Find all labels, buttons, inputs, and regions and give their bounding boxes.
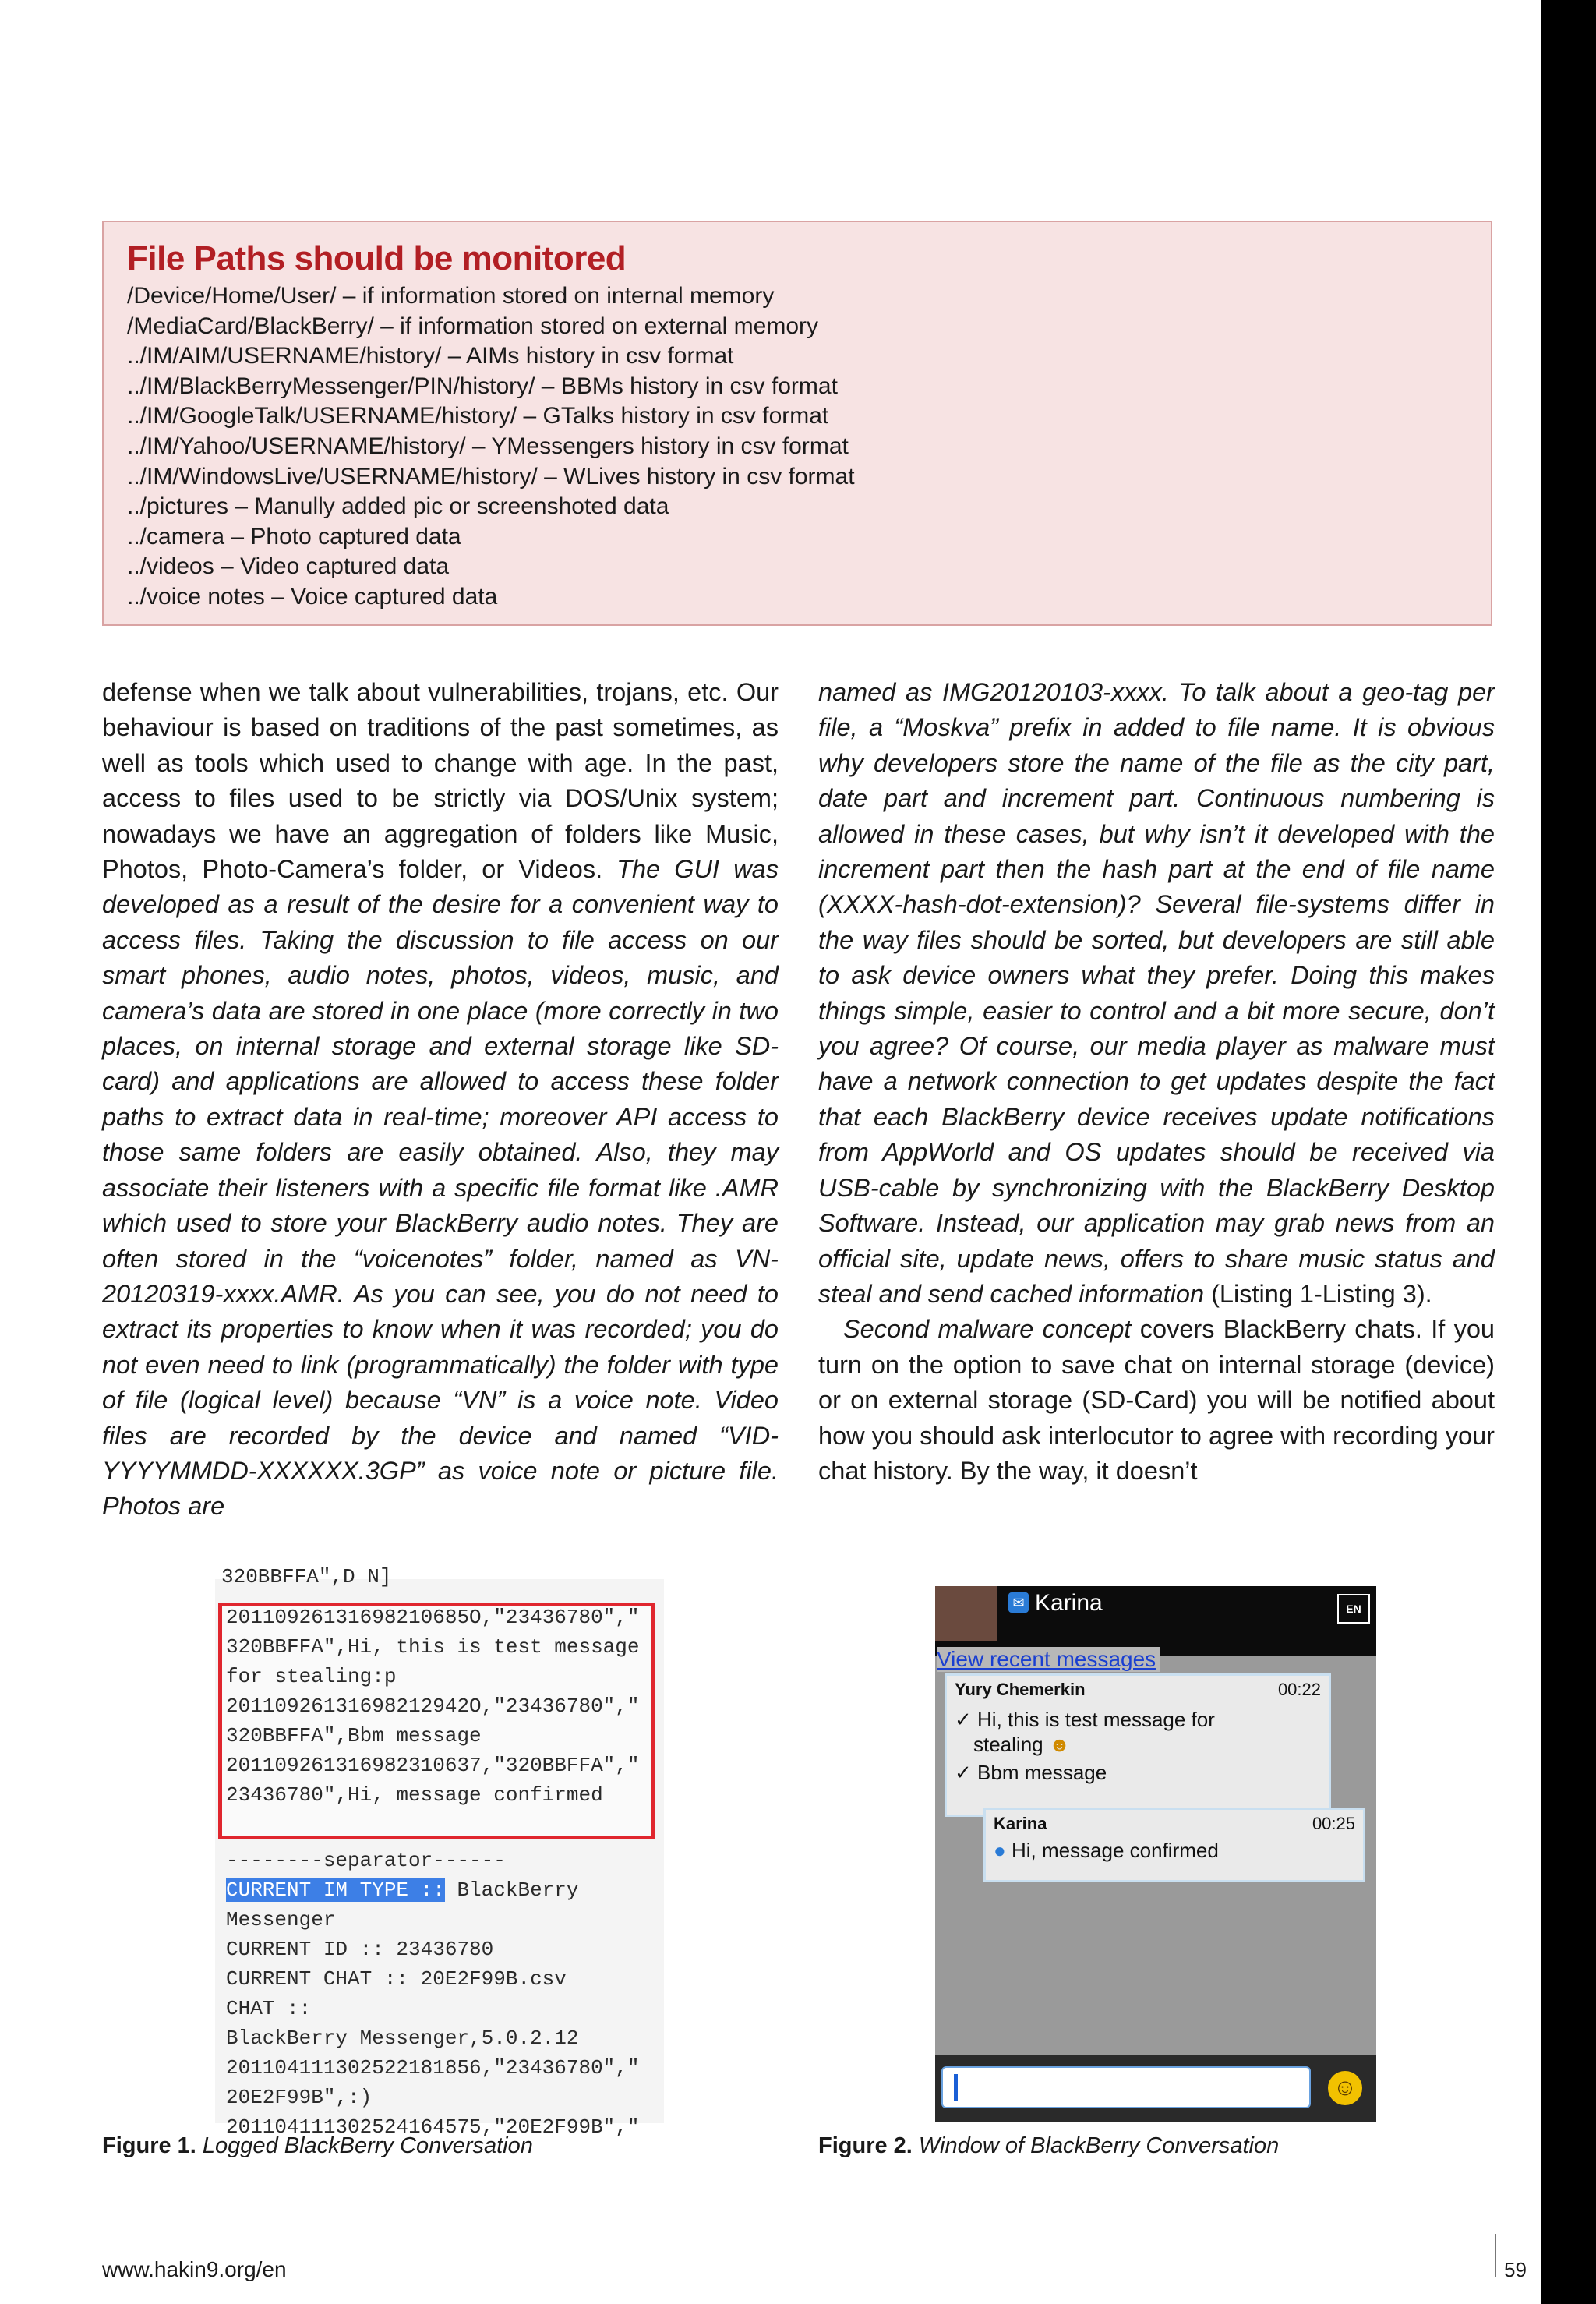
message-line bbox=[955, 1707, 1215, 1732]
log-line: 320BBFFA",Bbm message bbox=[226, 1724, 482, 1747]
message-text: stealing bbox=[973, 1733, 1043, 1756]
file-paths-sidebar bbox=[102, 221, 1492, 626]
message-dot-icon: ● bbox=[994, 1839, 1012, 1862]
caption-label: Figure 1. bbox=[102, 2133, 196, 2158]
sidebar-line: ../videos – Video captured data bbox=[127, 553, 450, 580]
sidebar-line: /Device/Home/User/ – if information stored on internal memory bbox=[127, 283, 775, 309]
language-badge[interactable]: EN bbox=[1337, 1594, 1370, 1624]
sidebar-line: ../IM/GoogleTalk/USERNAME/history/ – GTalks history in csv format bbox=[127, 403, 829, 429]
log-line: for stealing:p bbox=[226, 1665, 397, 1688]
sidebar-line: ../IM/AIM/USERNAME/history/ – AIMs history in csv format bbox=[127, 343, 734, 369]
message-bubble bbox=[945, 1673, 1331, 1817]
body-text: defense when we talk about vulnerabilities, trojans, etc. Our behaviour is based on traditions of the past sometimes, as well as tools which used to change with age. In the past, access to files used to be strictly via DOS/Unix system; nowadays we have an aggregation of folders like Music, Photos, Photo-Camera’s folder, or Videos. bbox=[102, 678, 779, 884]
log-text: BlackBerry bbox=[444, 1878, 579, 1902]
log-line: 20110926131698212942O,"23436780"," bbox=[226, 1694, 640, 1718]
message-time: 00:22 bbox=[1277, 1680, 1321, 1699]
text-cursor bbox=[954, 2074, 958, 2101]
body-text-italic: The GUI was developed as a result of the desire for a convenient way to access files. Taking the discussion to file access on our smart phones, audio notes, photos, videos, music, and camera’s data are stored in one place (more correctly in two places, on internal storage and external storage like SD-card) and applications are allowed to access these folder paths to extract data in real-time; moreover API access to those same folders are easily obtained. Also, they may associate their listeners with a specific file format like .AMR which used to store your BlackBerry audio notes. They are often stored in the “voicenotes” folder, named as VN-20120319-xxxx.AMR. As you can see, you do not need to extract its properties to know when it was recorded; you do not even need to link (programmatically) the folder with type of file (logical level) because “VN” is a voice note. Video files are recorded by the device and named “VID-YYYYMMDD-XXXXXX.3GP” as voice note or picture file. Photos are bbox=[102, 855, 779, 1521]
contact-name: Karina bbox=[1035, 1590, 1103, 1616]
bbm-title-bar bbox=[935, 1586, 1376, 1656]
body-text: covers BlackBerry chats. If you turn on the option to save chat on internal storage (device) or on external storage (SD-Card) you will be notified about how you should ask interlocutor to agree with recording your chat history. By the way, it doesn’t bbox=[818, 1315, 1495, 1485]
sidebar-title: File Paths should be monitored bbox=[127, 239, 627, 277]
body-paragraph bbox=[818, 1312, 1495, 1489]
message-check-icon: ✓ bbox=[955, 1761, 978, 1784]
log-line: 201109261316982310637,"320BBFFA"," bbox=[226, 1754, 640, 1777]
log-line bbox=[226, 1875, 579, 1905]
log-line: 201104111302522181856,"23436780"," bbox=[226, 2056, 640, 2080]
body-text: (Listing 1-Listing 3). bbox=[1204, 1279, 1432, 1308]
body-column-right bbox=[818, 675, 1495, 1489]
log-highlight: CURRENT IM TYPE :: bbox=[226, 1878, 445, 1902]
sidebar-line: /MediaCard/BlackBerry/ – if information stored on external memory bbox=[127, 313, 819, 339]
log-line: 20E2F99B",:) bbox=[226, 2086, 373, 2109]
figure-2-bbm-screenshot bbox=[935, 1586, 1376, 2122]
log-line: CURRENT CHAT :: 20E2F99B.csv bbox=[226, 1967, 567, 1991]
figure-2-caption bbox=[818, 2130, 1279, 2161]
body-column-left bbox=[102, 675, 779, 1525]
message-check-icon: ✓ bbox=[955, 1708, 978, 1731]
page-edge-bar bbox=[1541, 0, 1596, 2304]
log-line: 320BBFFA",Hi, this is test message bbox=[226, 1635, 640, 1659]
message-time: 00:25 bbox=[1312, 1814, 1355, 1833]
compose-bar bbox=[935, 2055, 1376, 2122]
caption-text: Logged BlackBerry Conversation bbox=[202, 2133, 533, 2158]
footer-url: www.hakin9.org/en bbox=[102, 2257, 287, 2281]
emoticon-button[interactable]: ☺ bbox=[1328, 2071, 1362, 2105]
log-line: 23436780",Hi, message confirmed bbox=[226, 1783, 603, 1807]
caption-label: Figure 2. bbox=[818, 2133, 913, 2158]
bbm-icon: ✉ bbox=[1008, 1592, 1029, 1613]
body-paragraph bbox=[102, 675, 779, 1525]
log-line: CHAT :: bbox=[226, 1997, 312, 2020]
body-paragraph bbox=[818, 675, 1495, 1312]
message-line bbox=[973, 1732, 1070, 1757]
log-separator: --------separator------ bbox=[226, 1849, 506, 1872]
page-number: 59 bbox=[1504, 2258, 1527, 2281]
message-bubble bbox=[983, 1808, 1365, 1882]
message-line bbox=[994, 1838, 1219, 1863]
message-line bbox=[955, 1760, 1107, 1785]
body-text-italic: Second malware concept bbox=[843, 1315, 1132, 1344]
log-line: Messenger bbox=[226, 1908, 336, 1931]
message-text: Hi, message confirmed bbox=[1011, 1839, 1219, 1862]
caption-text: Window of BlackBerry Conversation bbox=[918, 2133, 1280, 2158]
log-line: BlackBerry Messenger,5.0.2.12 bbox=[226, 2027, 579, 2050]
emoticon-icon: ☻ bbox=[1043, 1733, 1071, 1756]
footer-divider bbox=[1495, 2234, 1496, 2277]
contact-avatar bbox=[935, 1586, 998, 1641]
message-text: Bbm message bbox=[977, 1761, 1107, 1784]
sidebar-line: ../voice notes – Voice captured data bbox=[127, 583, 498, 610]
log-line: 320BBFFA",D N] bbox=[221, 1565, 392, 1588]
message-sender: Yury Chemerkin bbox=[955, 1680, 1086, 1699]
log-line: 20110926131698210685O,"23436780"," bbox=[226, 1606, 640, 1629]
message-text: Hi, this is test message for bbox=[977, 1708, 1215, 1731]
sidebar-line: ../IM/WindowsLive/USERNAME/history/ – WLives history in csv format bbox=[127, 463, 855, 489]
sidebar-line: ../camera – Photo captured data bbox=[127, 523, 461, 549]
sidebar-line: ../IM/BlackBerryMessenger/PIN/history/ – BBMs history in csv format bbox=[127, 373, 838, 399]
sidebar-line: ../pictures – Manully added pic or screenshoted data bbox=[127, 493, 669, 520]
sidebar-line: ../IM/Yahoo/USERNAME/history/ – YMessengers history in csv format bbox=[127, 433, 849, 459]
log-line: CURRENT ID :: 23436780 bbox=[226, 1938, 494, 1961]
message-input[interactable] bbox=[941, 2066, 1311, 2108]
view-recent-messages-link[interactable]: View recent messages bbox=[937, 1647, 1160, 1672]
figure-1-log-screenshot bbox=[215, 1565, 664, 2139]
message-sender: Karina bbox=[994, 1814, 1047, 1833]
figure-1-caption bbox=[102, 2130, 533, 2161]
log-line: 201104111302524164575,"20E2F99B"," bbox=[226, 2115, 640, 2139]
body-text-italic: named as IMG20120103-xxxx. To talk about a geo-tag per file, a “Moskva” prefix in added to file name. It is obvious why developers store the name of the file as the city part, date part and increment part. Continuous numbering is allowed in these cases, but why isn’t it developed with the increment part then the hash part at the end of file name (XXXX-hash-dot-extension)? Several file-systems differ in the way files should be sorted, but developers are still able to ask device owners what they prefer. Doing this makes things simple, easier to control and a bit more secure, don’t you agree? Of course, our media player as malware must have a network connection to get updates despite the fact that each BlackBerry device receives update notifications from AppWorld and OS updates should be received via USB-cable by synchronizing with the BlackBerry Desktop Software. Instead, our application may grab news from an official site, update news, offers to share music status and steal and send cached information bbox=[818, 678, 1495, 1308]
